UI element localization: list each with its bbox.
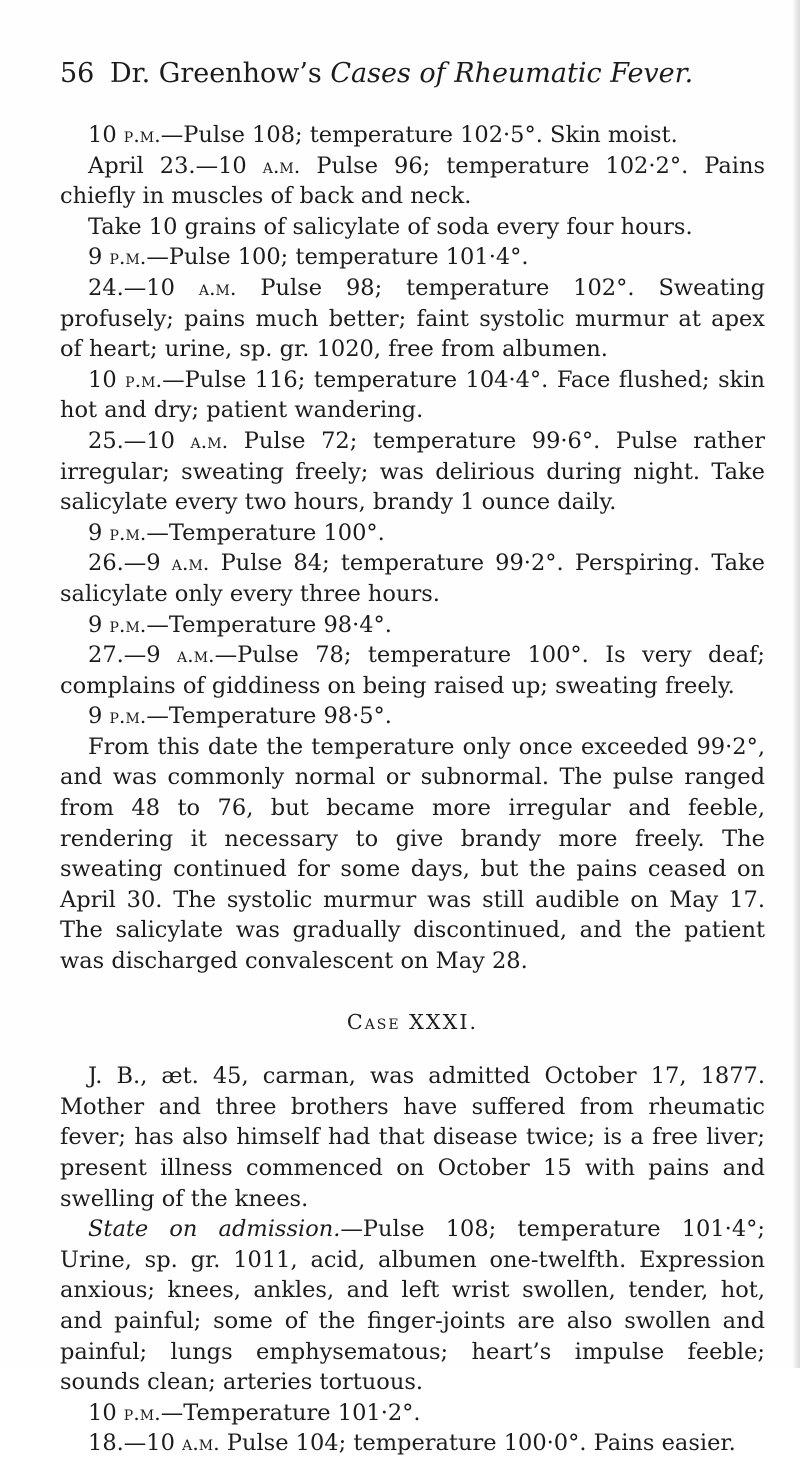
entry-paragraph: 9 p.m.—Temperature 98·5°.	[88, 703, 392, 730]
entry-paragraph: 10 p.m.—Pulse 108; temperature 102·5°. Skin moist.	[88, 122, 678, 148]
entry-paragraph: 9 p.m.—Temperature 100°.	[88, 519, 385, 546]
entry-paragraph: 24.—10 a.m. Pulse 98; temperature 102°. Sweating profusely; pains much better; faint systolic murmur at apex of heart; urine, sp. gr. 1020, free from albumen.	[60, 274, 765, 363]
running-title	[110, 58, 693, 89]
running-title-author: Dr. Greenhow’s	[110, 58, 331, 89]
page-edge-shadow	[792, 0, 800, 1368]
page-header	[60, 58, 760, 98]
page-number: 56	[60, 58, 95, 89]
entry-paragraph: 27.—9 a.m.—Pulse 78; temperature 100°. Is very deaf; complains of giddiness on being raised up; sweating freely.	[60, 642, 765, 699]
entry-paragraph: 26.—9 a.m. Pulse 84; temperature 99·2°. Perspiring. Take salicylate only every three hours.	[60, 550, 766, 607]
entry-paragraph: April 23.—10 a.m. Pulse 96; temperature 102·2°. Pains chiefly in muscles of back and neck.	[60, 152, 765, 210]
entry-paragraph: 9 p.m.—Pulse 100; temperature 101·4°.	[88, 244, 529, 271]
entry-paragraph: 9 p.m.—Temperature 98·4°.	[88, 611, 392, 638]
running-title-italic: Cases of Rheumatic Fever.	[330, 58, 694, 89]
case-intro-paragraph: J. B., æt. 45, carman, was admitted October 17, 1877. Mother and three brothers have suffered from rheumatic fever; has also himself had that disease twice; is a free liver; present illness commenced on October 15 with pains and swelling of the knees.	[60, 1063, 765, 1212]
entry-paragraph: 25.—10 a.m. Pulse 72; temperature 99·6°. Pulse rather irregular; sweating freely; was delirious during night. Take salicylate every two hours, brandy 1 ounce daily.	[60, 427, 765, 516]
state-on-admission-paragraph	[60, 1214, 765, 1398]
entry-paragraph: 18.—10 a.m. Pulse 104; temperature 100·0°. Pains easier.	[88, 1430, 736, 1457]
state-label: State on admission.	[88, 1216, 341, 1243]
entry-paragraph: Take 10 grains of salicylate of soda every four hours.	[88, 213, 693, 240]
entry-paragraph: 10 p.m.—Pulse 116; temperature 104·4°. Face flushed; skin hot and dry; patient wandering.	[60, 366, 765, 424]
body-text	[60, 120, 765, 1459]
entry-paragraph: 10 p.m.—Temperature 101·2°.	[88, 1399, 421, 1426]
summary-paragraph: From this date the temperature only once exceeded 99·2°, and was commonly normal or subnormal. The pulse ranged from 48 to 76, but became more irregular and feeble, rendering it necessary to give brandy more freely. The sweating continued for some days, but the pains ceased on April 30. The systolic murmur was still audible on May 17. The salicylate was gradually discontinued, and the patient was discharged convalescent on May 28.	[60, 733, 765, 975]
case-heading: Case XXXI.	[346, 1009, 479, 1034]
state-text: —Pulse 108; temperature 101·4°; Urine, sp. gr. 1011, acid, albumen one-twelfth. Expression anxious; knees, ankles, and left wrist swollen, tender, hot, and painful; some of the finger-joints are also swollen and painful; lungs emphysematous; heart’s impulse feeble; sounds clean; arteries tortuous.	[60, 1216, 765, 1396]
